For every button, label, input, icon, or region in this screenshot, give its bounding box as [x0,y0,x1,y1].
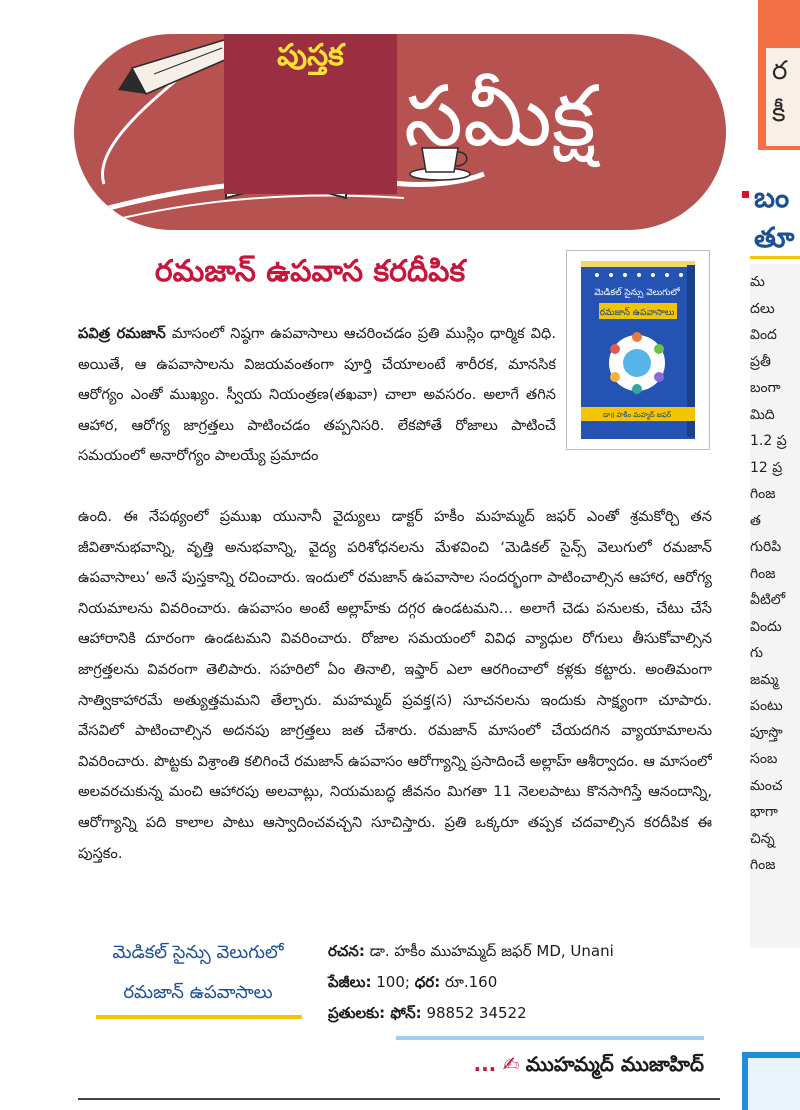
review-subtitle: రమజాన్ ఉపవాస కరదీపిక [154,254,466,289]
neighbor-text-line: గింజ [750,565,776,582]
copies-value: 98852 34522 [421,1004,527,1022]
cover-title-line2: రమజాన్ ఉపవాసాలు [599,308,675,318]
neighbor-text-line: మిది [750,406,775,423]
neighbor-orange-line1: ర [772,56,788,86]
neighbor-headline-line1: బం [754,181,790,214]
neighbor-orange-text [772,50,800,134]
article-lead: పవిత్ర రమజాన్ [78,325,166,342]
neighbor-text-line: గింజ [750,486,776,502]
author-value: డా. హకీం ముహమ్మద్ జఫర్ MD, Unani [364,942,614,960]
copies-row [328,998,720,1029]
neighbor-text-line: పూస్తొ [750,724,783,741]
neighbor-headline [742,178,800,258]
neighbor-text-line: 12 ప్ర [750,459,783,476]
neighbor-text-line: విందు [750,618,782,635]
byline [384,1052,704,1081]
neighbor-text-line: చిన్న [750,830,775,847]
pages-label: పేజీలు: [328,973,372,991]
neighbor-text-line: వీటిలో [750,592,786,608]
book-title-underline [96,1015,302,1019]
cover-author: డా॥ హకీం మహ్మద్ జఫర్ [602,411,672,419]
author-row [328,936,720,967]
bottom-rule [78,1098,720,1100]
tag-label: పుస్తక [277,38,344,73]
neighbor-headline-underline [750,256,800,259]
article-paragraph-1 [78,319,556,503]
neighbor-orange-line2: కీ [772,98,786,128]
neighbor-text-line: గు [750,645,764,661]
byline-dots: ... [473,1052,497,1076]
article-paragraph-2: ఉంది. ఈ నేపథ్యంలో ప్రముఖ యునానీ వైద్యులు డాక్టర్ హకీం మహమ్మద్ జఫర్ ఎంతో శ్రమకోర్చి తన జీవితానుభవాన్ని, వృత్తి అనుభవాన్ని, వైద్య పరిశోధనలను మేళవించి ‘మెడికల్ సైన్స్ వెలుగులో రమజాన్ ఉపవాసాలు’ అనే పుస్తకాన్ని రచించారు. ఇందులో రమజాన్ ఉపవాసాల సందర్భంగా పాటించాల్సిన ఆహార, ఆరోగ్య నియమాలను వివరించారు. ఉపవాసం అంటే అల్లాహ్‌కు దగ్గర ఉండటమని... అలాగే చెడు పనులకు, చేటు చేసే ఆహారానికి దూరంగా ఉండటమని వివరించారు. రోజాల సమయంలో వివిధ వ్యాధుల రోగులు తీసుకోవాల్సిన జాగ్రత్తలను వివరంగా తెలిపారు. సహరిలో ఏం తినాలి, ఇఫ్తార్ ఎలా ఆరగించాలో కళ్లకు కట్టారు. అంతిమంగా సాత్వికాహారమే అత్యుత్తమమని తేల్చారు. మహమ్మద్ ప్రవక్త(స) సూచనలను ఇందుకు సాక్ష్యంగా చూపారు. వేసవిలో పాటించాల్సిన అదనపు జాగ్రత్తలు జత చేశారు. రమజాన్ మాసంలో చేయదగిన వ్యాయామాలను వివరించారు. పొట్టకు విశ్రాంతి కలిగించే రమజాన్ ఉపవాసం ఆరోగ్యాన్ని ప్రసాదించే అల్లాహ్ ఆశీర్వాదం. ఆ మాసంలో అలవరచుకున్న మంచి ఆహారపు అలవాట్లు, నియమబద్ధ జీవనం మిగతా 11 నెలలపాటు కొనసాగిస్తే ఆనందాన్ని, ఆరోగ్యాన్ని పది కాలాల పాటు ఆస్వాదించవచ్చని సూచిస్తారు. ప్రతి ఒక్కరూ తప్పక చదవాల్సిన కరదీపిక ఈ పుస్తకం. [78,508,712,862]
byline-top-rule [396,1036,704,1040]
neighbor-text-line: మ [750,274,765,290]
cover-title-line1: మెడికల్ సైన్సు వెలుగులో [594,288,680,298]
pen-icon: ✍ [502,1052,520,1076]
article-paragraph-1-text: మాసంలో నిష్ఠగా ఉపవాసాలు ఆచరించడం ప్రతి ముస్లిం ధార్మిక విధి. అయితే, ఆ ఉపవాసాలను విజయవంతంగా పూర్తి చేయాలంటే శారీరక, మానసిక ఆరోగ్యం ఎంతో ముఖ్యం. స్వీయ నియంత్రణ(తఖవా) చాలా అవసరం. అలాగే తగిన ఆహార, ఆరోగ్య జాగ్రత్తలు పాటించడం తప్పనిసరి. లేకపోతే రోజాలు పాటించే సమయంలో అనారోగ్యం పాలయ్యే ప్రమాదం [78,325,556,465]
neighbor-text-line: దలు [750,300,775,317]
author-label: రచన: [328,942,365,960]
header-banner [74,34,726,230]
neighbor-text-line: వింద [750,327,777,343]
neighbor-text-line: మంచ [750,777,783,794]
neighbor-text-line: త [750,512,761,529]
neighbor-text-line: 1.2 ప్ర [750,433,787,449]
pages-value: 100; [371,973,410,991]
neighbor-headline-line2: తూ [754,221,795,254]
book-cover-image [566,250,710,450]
section-title: సమీక్ష [404,67,596,165]
neighbor-text-line: గురిపి [750,539,782,555]
neighbor-text-line: సంబ [750,751,778,767]
neighbor-text-line: భాగా [750,804,778,820]
neighbor-text-line: గింజ [750,857,776,873]
byline-name: ముహమ్మద్ ముజాహిద్ [525,1052,704,1076]
price-value: రూ.160 [440,973,498,991]
neighbor-blue-box [742,1052,800,1110]
neighbor-text-line: జమ్మ [750,671,779,688]
price-label: ధర: [414,973,441,991]
neighbor-article-column [742,0,800,1110]
neighbor-text-line: ప్రతీ [750,353,771,370]
pages-price-row [328,967,720,998]
neighbor-text-line: బంగా [750,380,781,396]
neighbor-text-line: పంటు [750,698,783,714]
book-title-line1: మెడికల్ సైన్సు వెలుగులో [112,942,284,963]
book-details [328,936,720,1029]
copies-label: ప్రతులకు: ఫోన్: [328,1004,422,1022]
book-title-line2: రమజాన్ ఉపవాసాలు [123,982,273,1003]
